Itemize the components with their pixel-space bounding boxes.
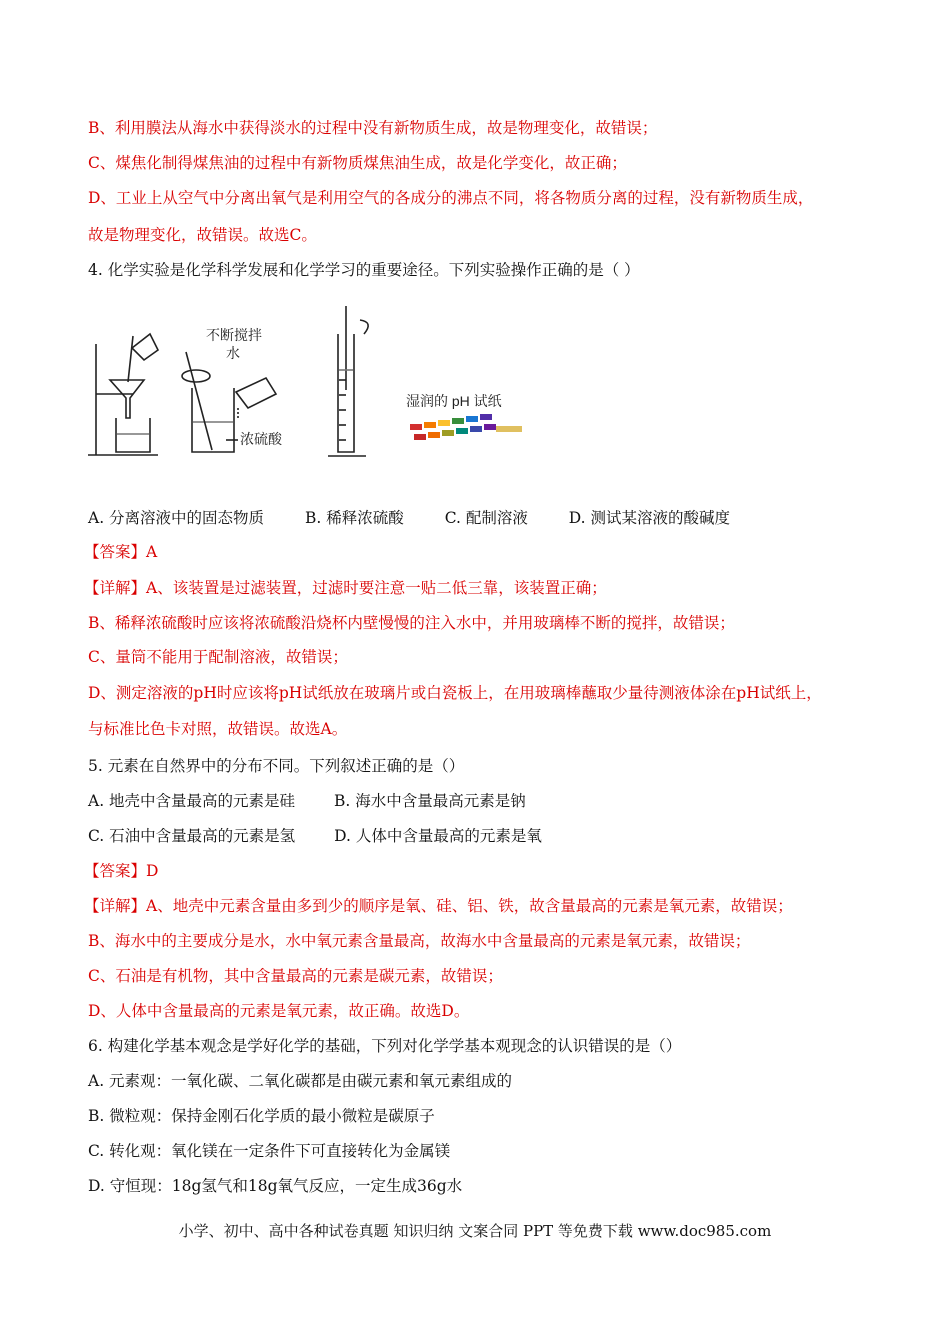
q6-option-d: D. 守恒现：18g氢气和18g氧气反应，一定生成36g水 bbox=[88, 1177, 463, 1195]
q3-explain-b: B、利用膜法从海水中获得淡水的过程中没有新物质生成，故是物理变化，故错误； bbox=[88, 119, 658, 137]
ph-color-chart bbox=[410, 414, 522, 440]
q4-option-b: B. 稀释浓硫酸 bbox=[305, 509, 404, 527]
q5-option-a: A. 地壳中含量最高的元素是硅 bbox=[88, 792, 296, 810]
q4-explain-a: 【详解】A、该装置是过滤装置，过滤时要注意一贴二低三靠，该装置正确； bbox=[84, 579, 607, 597]
q5-options-row1 bbox=[88, 790, 870, 812]
q4-explain-d-line1: D、测定溶液的pH时应该将pH试纸放在玻璃片或白瓷板上，在用玻璃棒蘸取少量待测液体涂在pH试纸上， bbox=[88, 684, 822, 702]
q4-explain-c: C、量筒不能用于配制溶液，故错误； bbox=[88, 648, 348, 666]
q5-stem: 5. 元素在自然界中的分布不同。下列叙述正确的是（） bbox=[88, 757, 465, 775]
q6-option-c: C. 转化观：氧化镁在一定条件下可直接转化为金属镁 bbox=[88, 1142, 451, 1160]
q5-explain-b: B、海水中的主要成分是水，水中氧元素含量最高，故海水中含量最高的元素是氧元素，故错误； bbox=[88, 932, 751, 950]
q5-explain-d: D、人体中含量最高的元素是氧元素，故正确。故选D。 bbox=[88, 1002, 470, 1020]
q6-option-b: B. 微粒观：保持金刚石化学质的最小微粒是碳原子 bbox=[88, 1107, 435, 1125]
page-footer: 小学、初中、高中各种试卷真题 知识归纳 文案合同 PPT 等免费下载 www.doc985.com bbox=[178, 1222, 772, 1240]
q6-option-a: A. 元素观：一氧化碳、二氧化碳都是由碳元素和氧元素组成的 bbox=[88, 1072, 513, 1090]
graduated-cylinder bbox=[328, 306, 368, 456]
q4-answer: 【答案】A bbox=[84, 543, 158, 561]
label-stir: 不断搅拌 bbox=[206, 327, 262, 343]
q5-answer: 【答案】D bbox=[84, 862, 159, 880]
q4-explain-b: B、稀释浓硫酸时应该将浓硫酸沿烧杯内壁慢慢的注入水中，并用玻璃棒不断的搅拌，故错误； bbox=[88, 614, 735, 632]
q5-option-c: C. 石油中含量最高的元素是氢 bbox=[88, 827, 296, 845]
q4-option-c: C. 配制溶液 bbox=[444, 509, 528, 527]
q3-explain-d-line2: 故是物理变化，故错误。故选C。 bbox=[88, 226, 317, 244]
q4-option-a: A. 分离溶液中的固态物质 bbox=[88, 509, 265, 527]
q5-option-d: D. 人体中含量最高的元素是氧 bbox=[334, 827, 542, 845]
label-ph-paper: 湿润的 pH 试纸 bbox=[406, 393, 502, 409]
q5-options-row2 bbox=[88, 825, 870, 847]
label-acid: 浓硫酸 bbox=[240, 431, 282, 447]
q6-stem: 6. 构建化学基本观念是学好化学的基础，下列对化学学基本观现念的认识错误的是（） bbox=[88, 1037, 682, 1055]
q5-explain-a: 【详解】A、地壳中元素含量由多到少的顺序是氧、硅、铝、铁，故含量最高的元素是氧元素，故错误； bbox=[84, 897, 793, 915]
q4-options bbox=[88, 507, 870, 529]
q4-experiment-figure bbox=[88, 300, 548, 470]
q4-option-d: D. 测试某溶液的酸碱度 bbox=[568, 509, 731, 527]
q5-option-b: B. 海水中含量最高元素是钠 bbox=[334, 792, 526, 810]
q3-explain-c: C、煤焦化制得煤焦油的过程中有新物质煤焦油生成，故是化学变化，故正确； bbox=[88, 154, 627, 172]
q5-explain-c: C、石油是有机物，其中含量最高的元素是碳元素，故错误； bbox=[88, 967, 503, 985]
q3-explain-d-line1: D、工业上从空气中分离出氧气是利用空气的各成分的沸点不同，将各物质分离的过程，没有新物质生成， bbox=[88, 189, 814, 207]
label-water: 水 bbox=[226, 345, 240, 361]
q4-stem: 4. 化学实验是化学科学发展和化学学习的重要途径。下列实验操作正确的是（ ） bbox=[88, 261, 640, 279]
q4-explain-d-line2: 与标准比色卡对照，故错误。故选A。 bbox=[88, 720, 348, 738]
filtration-apparatus bbox=[88, 334, 158, 455]
